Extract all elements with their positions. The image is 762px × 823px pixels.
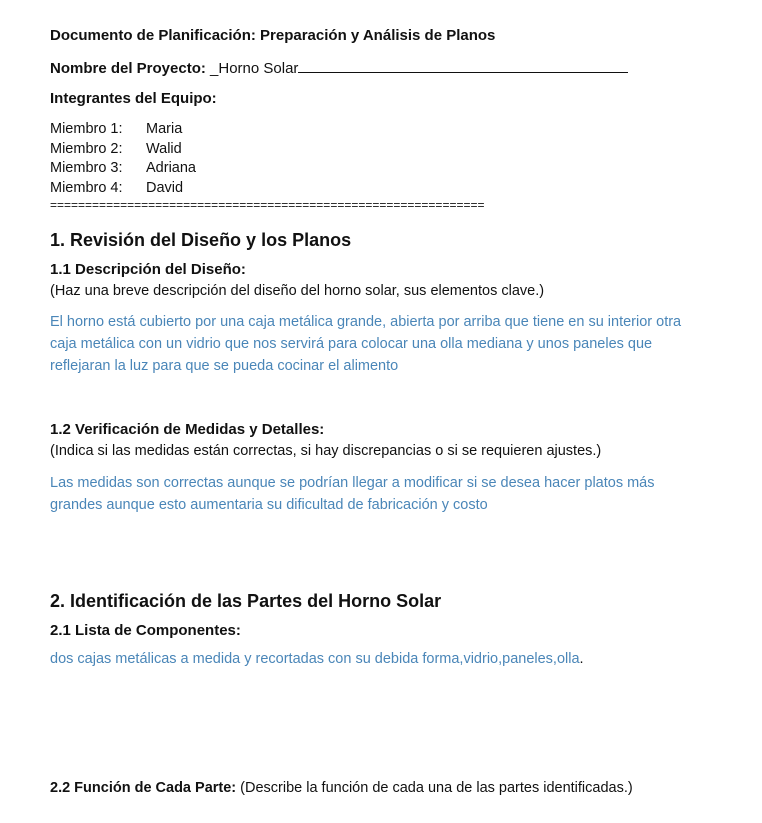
member-row (50, 159, 196, 179)
section2-2-title: 2.2 Función de Cada Parte: (50, 780, 237, 796)
section1-1-title: 1.1 Descripción del Diseño: (50, 261, 246, 278)
team-label: Integrantes del Equipo: (50, 90, 217, 107)
section1-title: 1. Revisión del Diseño y los Planos (50, 230, 352, 250)
project-name-label: Nombre del Proyecto: (50, 60, 206, 77)
member-label: Miembro 1: (50, 121, 123, 137)
member-name: Adriana (146, 160, 196, 176)
project-name-line (50, 58, 628, 77)
section2-1-title: 2.1 Lista de Componentes: (50, 622, 241, 639)
section1-1-answer: El horno está cubierto por una caja metálica grande, abierta por arriba que tiene en su interior otra caja metálica con un vidrio que nos servirá para colocar una olla mediana y unos paneles que reflejaran la luz para que se pueda cocinar el alimento (50, 314, 682, 374)
project-name-underline (298, 58, 628, 73)
member-label: Miembro 4: (50, 179, 123, 196)
divider-line: ============================================================== (50, 198, 485, 212)
section1-2-instruction: (Indica si las medidas están correctas, si hay discrepancias o si se requieren ajustes.) (50, 443, 602, 459)
member-name: Maria (146, 121, 183, 137)
section1-1-instruction: (Haz una breve descripción del diseño del horno solar, sus elementos clave.) (50, 283, 545, 299)
member-label: Miembro 2: (50, 140, 123, 157)
member-row (50, 140, 196, 160)
section2-title: 2. Identificación de las Partes del Horno Solar (50, 591, 442, 611)
section2-1-answer-line (50, 651, 584, 667)
document-title: Documento de Planificación: Preparación y Análisis de Planos (50, 27, 496, 44)
member-row (50, 120, 196, 140)
section2-1-answer-suffix: . (579, 651, 584, 667)
section2-1-answer: dos cajas metálicas a medida y recortadas con su debida forma,vidrio,paneles,olla (50, 651, 580, 667)
project-name-value: _Horno Solar (205, 60, 299, 77)
section1-2-title: 1.2 Verificación de Medidas y Detalles: (50, 421, 325, 438)
member-name: David (146, 179, 184, 196)
section2-2-block (50, 777, 650, 799)
section2-2-instruction: (Describe la función de cada una de las partes identificadas.) (236, 780, 633, 796)
members-list (50, 120, 196, 198)
section1-2-answer: Las medidas son correctas aunque se podrían llegar a modificar si se desea hacer platos más grandes aunque esto aumentaria su dificultad de fabricación y costo (50, 475, 655, 513)
member-name: Walid (146, 140, 182, 157)
member-row (50, 179, 196, 199)
member-label: Miembro 3: (50, 160, 123, 176)
